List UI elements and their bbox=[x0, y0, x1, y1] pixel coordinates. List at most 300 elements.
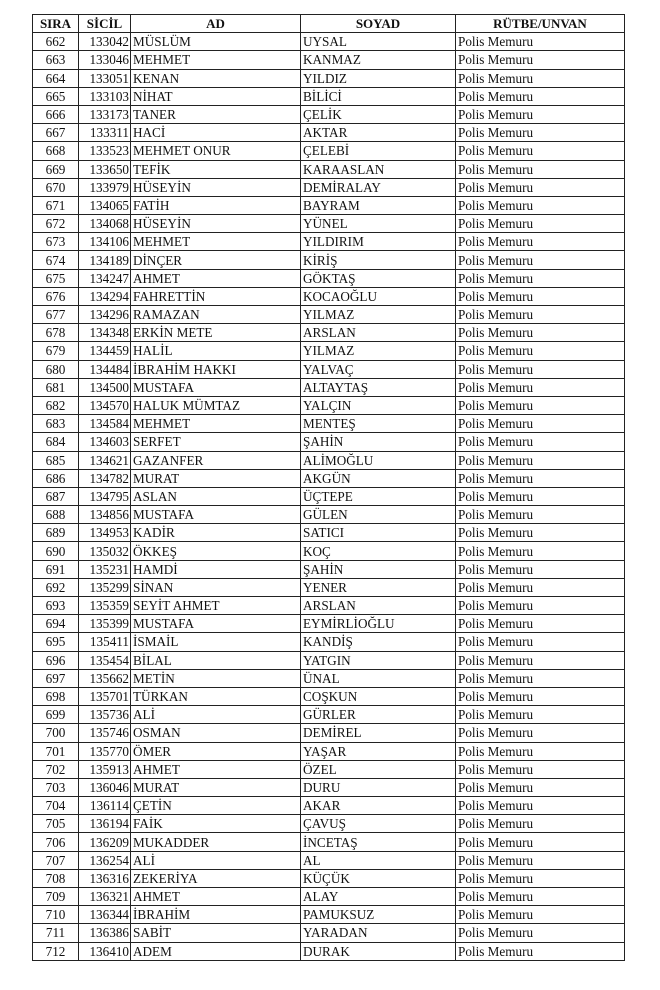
table-row bbox=[33, 615, 625, 633]
cell-rutbe: Polis Memuru bbox=[456, 560, 625, 578]
cell-soyad: KİRİŞ bbox=[301, 251, 456, 269]
cell-soyad: YILMAZ bbox=[301, 342, 456, 360]
cell-rutbe: Polis Memuru bbox=[456, 51, 625, 69]
cell-sicil: 135359 bbox=[79, 597, 131, 615]
cell-soyad: ÇAVUŞ bbox=[301, 815, 456, 833]
cell-ad: HAMDİ bbox=[131, 560, 301, 578]
cell-soyad: KOÇ bbox=[301, 542, 456, 560]
cell-sicil: 134484 bbox=[79, 360, 131, 378]
cell-sira: 666 bbox=[33, 105, 79, 123]
cell-soyad: ARSLAN bbox=[301, 597, 456, 615]
cell-sira: 672 bbox=[33, 215, 79, 233]
cell-ad: SERFET bbox=[131, 433, 301, 451]
cell-soyad: KANMAZ bbox=[301, 51, 456, 69]
cell-sira: 697 bbox=[33, 669, 79, 687]
cell-sira: 705 bbox=[33, 815, 79, 833]
cell-soyad: KOCAOĞLU bbox=[301, 287, 456, 305]
cell-soyad: KANDİŞ bbox=[301, 633, 456, 651]
cell-sicil: 136344 bbox=[79, 906, 131, 924]
cell-soyad: YARADAN bbox=[301, 924, 456, 942]
table-row bbox=[33, 51, 625, 69]
table-row bbox=[33, 724, 625, 742]
cell-sicil: 134106 bbox=[79, 233, 131, 251]
table-row bbox=[33, 451, 625, 469]
cell-soyad: AKTAR bbox=[301, 124, 456, 142]
table-row bbox=[33, 306, 625, 324]
cell-ad: OSMAN bbox=[131, 724, 301, 742]
cell-soyad: ŞAHİN bbox=[301, 433, 456, 451]
cell-ad: HALİL bbox=[131, 342, 301, 360]
cell-sira: 671 bbox=[33, 196, 79, 214]
cell-rutbe: Polis Memuru bbox=[456, 924, 625, 942]
cell-rutbe: Polis Memuru bbox=[456, 578, 625, 596]
cell-sicil: 134189 bbox=[79, 251, 131, 269]
cell-soyad: PAMUKSUZ bbox=[301, 906, 456, 924]
table-row bbox=[33, 124, 625, 142]
table-row bbox=[33, 524, 625, 542]
cell-ad: BİLAL bbox=[131, 651, 301, 669]
cell-ad: ALİ bbox=[131, 851, 301, 869]
cell-sira: 698 bbox=[33, 687, 79, 705]
cell-sicil: 134247 bbox=[79, 269, 131, 287]
cell-sira: 704 bbox=[33, 797, 79, 815]
cell-rutbe: Polis Memuru bbox=[456, 851, 625, 869]
cell-ad: FATİH bbox=[131, 196, 301, 214]
cell-ad: TÜRKAN bbox=[131, 687, 301, 705]
cell-sicil: 133173 bbox=[79, 105, 131, 123]
cell-ad: MEHMET bbox=[131, 415, 301, 433]
cell-sicil: 136254 bbox=[79, 851, 131, 869]
cell-sira: 700 bbox=[33, 724, 79, 742]
cell-sicil: 134068 bbox=[79, 215, 131, 233]
header-sicil: SİCİL bbox=[79, 15, 131, 33]
cell-ad: ÇETİN bbox=[131, 797, 301, 815]
cell-rutbe: Polis Memuru bbox=[456, 615, 625, 633]
header-soyad: SOYAD bbox=[301, 15, 456, 33]
cell-sicil: 135770 bbox=[79, 742, 131, 760]
cell-ad: ZEKERİYA bbox=[131, 869, 301, 887]
cell-soyad: ŞAHİN bbox=[301, 560, 456, 578]
cell-rutbe: Polis Memuru bbox=[456, 287, 625, 305]
table-row bbox=[33, 778, 625, 796]
cell-soyad: ALİMOĞLU bbox=[301, 451, 456, 469]
cell-rutbe: Polis Memuru bbox=[456, 251, 625, 269]
cell-sira: 709 bbox=[33, 888, 79, 906]
cell-rutbe: Polis Memuru bbox=[456, 142, 625, 160]
cell-soyad: BAYRAM bbox=[301, 196, 456, 214]
cell-soyad: YÜNEL bbox=[301, 215, 456, 233]
cell-rutbe: Polis Memuru bbox=[456, 160, 625, 178]
cell-ad: İBRAHİM bbox=[131, 906, 301, 924]
cell-sira: 703 bbox=[33, 778, 79, 796]
cell-ad: METİN bbox=[131, 669, 301, 687]
cell-sicil: 136046 bbox=[79, 778, 131, 796]
cell-soyad: YATGIN bbox=[301, 651, 456, 669]
cell-rutbe: Polis Memuru bbox=[456, 778, 625, 796]
personnel-table bbox=[32, 14, 625, 961]
cell-rutbe: Polis Memuru bbox=[456, 469, 625, 487]
cell-soyad: YENER bbox=[301, 578, 456, 596]
cell-rutbe: Polis Memuru bbox=[456, 69, 625, 87]
table-row bbox=[33, 906, 625, 924]
cell-rutbe: Polis Memuru bbox=[456, 833, 625, 851]
cell-soyad: EYMİRLİOĞLU bbox=[301, 615, 456, 633]
cell-ad: MUSTAFA bbox=[131, 615, 301, 633]
cell-sira: 676 bbox=[33, 287, 79, 305]
cell-rutbe: Polis Memuru bbox=[456, 233, 625, 251]
cell-ad: AHMET bbox=[131, 269, 301, 287]
table-row bbox=[33, 706, 625, 724]
cell-sira: 681 bbox=[33, 378, 79, 396]
cell-soyad: DURAK bbox=[301, 942, 456, 960]
cell-soyad: UYSAL bbox=[301, 33, 456, 51]
table-row bbox=[33, 687, 625, 705]
header-sira: SIRA bbox=[33, 15, 79, 33]
cell-soyad: ALAY bbox=[301, 888, 456, 906]
cell-ad: ÖMER bbox=[131, 742, 301, 760]
table-row bbox=[33, 196, 625, 214]
cell-sira: 677 bbox=[33, 306, 79, 324]
cell-rutbe: Polis Memuru bbox=[456, 506, 625, 524]
cell-sicil: 136209 bbox=[79, 833, 131, 851]
cell-sicil: 135913 bbox=[79, 760, 131, 778]
cell-sicil: 134570 bbox=[79, 396, 131, 414]
cell-ad: TEFİK bbox=[131, 160, 301, 178]
cell-sicil: 134294 bbox=[79, 287, 131, 305]
cell-rutbe: Polis Memuru bbox=[456, 651, 625, 669]
table-row bbox=[33, 742, 625, 760]
table-row bbox=[33, 287, 625, 305]
cell-rutbe: Polis Memuru bbox=[456, 196, 625, 214]
cell-sicil: 134856 bbox=[79, 506, 131, 524]
cell-ad: AHMET bbox=[131, 888, 301, 906]
cell-soyad: AKGÜN bbox=[301, 469, 456, 487]
cell-sira: 707 bbox=[33, 851, 79, 869]
cell-soyad: GÜRLER bbox=[301, 706, 456, 724]
cell-soyad: DEMİREL bbox=[301, 724, 456, 742]
table-body bbox=[33, 33, 625, 961]
cell-ad: MUKADDER bbox=[131, 833, 301, 851]
cell-sira: 685 bbox=[33, 451, 79, 469]
cell-soyad: ÇELEBİ bbox=[301, 142, 456, 160]
table-row bbox=[33, 869, 625, 887]
table-row bbox=[33, 542, 625, 560]
cell-sira: 684 bbox=[33, 433, 79, 451]
cell-soyad: GÜLEN bbox=[301, 506, 456, 524]
cell-soyad: YILMAZ bbox=[301, 306, 456, 324]
cell-sira: 678 bbox=[33, 324, 79, 342]
cell-sira: 662 bbox=[33, 33, 79, 51]
cell-sicil: 135736 bbox=[79, 706, 131, 724]
cell-soyad: BİLİCİ bbox=[301, 87, 456, 105]
cell-ad: İSMAİL bbox=[131, 633, 301, 651]
table-row bbox=[33, 33, 625, 51]
cell-ad: GAZANFER bbox=[131, 451, 301, 469]
cell-sicil: 135701 bbox=[79, 687, 131, 705]
cell-soyad: YILDIZ bbox=[301, 69, 456, 87]
cell-soyad: SATICI bbox=[301, 524, 456, 542]
cell-rutbe: Polis Memuru bbox=[456, 869, 625, 887]
cell-rutbe: Polis Memuru bbox=[456, 815, 625, 833]
table-row bbox=[33, 360, 625, 378]
cell-rutbe: Polis Memuru bbox=[456, 396, 625, 414]
cell-ad: AHMET bbox=[131, 760, 301, 778]
table-row bbox=[33, 251, 625, 269]
table-row bbox=[33, 924, 625, 942]
table-row bbox=[33, 669, 625, 687]
cell-soyad: ÖZEL bbox=[301, 760, 456, 778]
table-row bbox=[33, 487, 625, 505]
cell-rutbe: Polis Memuru bbox=[456, 597, 625, 615]
table-row bbox=[33, 142, 625, 160]
cell-sira: 706 bbox=[33, 833, 79, 851]
cell-soyad: İNCETAŞ bbox=[301, 833, 456, 851]
cell-soyad: KÜÇÜK bbox=[301, 869, 456, 887]
cell-sicil: 134500 bbox=[79, 378, 131, 396]
cell-ad: MURAT bbox=[131, 778, 301, 796]
cell-soyad: ARSLAN bbox=[301, 324, 456, 342]
table-row bbox=[33, 324, 625, 342]
cell-ad: HACİ bbox=[131, 124, 301, 142]
cell-soyad: MENTEŞ bbox=[301, 415, 456, 433]
cell-sicil: 135299 bbox=[79, 578, 131, 596]
cell-soyad: ÇELİK bbox=[301, 105, 456, 123]
cell-ad: TANER bbox=[131, 105, 301, 123]
cell-ad: ÖKKEŞ bbox=[131, 542, 301, 560]
cell-sira: 669 bbox=[33, 160, 79, 178]
cell-sicil: 135032 bbox=[79, 542, 131, 560]
table-row bbox=[33, 415, 625, 433]
cell-ad: ERKİN METE bbox=[131, 324, 301, 342]
cell-sicil: 136410 bbox=[79, 942, 131, 960]
cell-sira: 696 bbox=[33, 651, 79, 669]
cell-sira: 708 bbox=[33, 869, 79, 887]
cell-ad: İBRAHİM HAKKI bbox=[131, 360, 301, 378]
cell-rutbe: Polis Memuru bbox=[456, 215, 625, 233]
table-row bbox=[33, 633, 625, 651]
table-row bbox=[33, 942, 625, 960]
cell-sira: 674 bbox=[33, 251, 79, 269]
table-row bbox=[33, 396, 625, 414]
cell-ad: SABİT bbox=[131, 924, 301, 942]
cell-sicil: 136386 bbox=[79, 924, 131, 942]
cell-ad: HÜSEYİN bbox=[131, 178, 301, 196]
cell-rutbe: Polis Memuru bbox=[456, 524, 625, 542]
cell-sira: 710 bbox=[33, 906, 79, 924]
cell-sicil: 133311 bbox=[79, 124, 131, 142]
cell-rutbe: Polis Memuru bbox=[456, 360, 625, 378]
cell-sicil: 136316 bbox=[79, 869, 131, 887]
table-row bbox=[33, 560, 625, 578]
cell-rutbe: Polis Memuru bbox=[456, 797, 625, 815]
cell-sira: 691 bbox=[33, 560, 79, 578]
table-row bbox=[33, 378, 625, 396]
cell-ad: HÜSEYİN bbox=[131, 215, 301, 233]
cell-ad: MUSTAFA bbox=[131, 378, 301, 396]
table-row bbox=[33, 233, 625, 251]
cell-sira: 694 bbox=[33, 615, 79, 633]
cell-ad: ALİ bbox=[131, 706, 301, 724]
cell-ad: FAHRETTİN bbox=[131, 287, 301, 305]
cell-soyad: ALTAYTAŞ bbox=[301, 378, 456, 396]
cell-ad: ADEM bbox=[131, 942, 301, 960]
cell-ad: NİHAT bbox=[131, 87, 301, 105]
cell-sira: 683 bbox=[33, 415, 79, 433]
table-row bbox=[33, 760, 625, 778]
cell-rutbe: Polis Memuru bbox=[456, 378, 625, 396]
cell-rutbe: Polis Memuru bbox=[456, 415, 625, 433]
cell-sicil: 134459 bbox=[79, 342, 131, 360]
table-row bbox=[33, 342, 625, 360]
cell-sicil: 136321 bbox=[79, 888, 131, 906]
cell-sira: 687 bbox=[33, 487, 79, 505]
cell-rutbe: Polis Memuru bbox=[456, 906, 625, 924]
table-row bbox=[33, 469, 625, 487]
table-row bbox=[33, 105, 625, 123]
cell-sira: 675 bbox=[33, 269, 79, 287]
cell-sicil: 135454 bbox=[79, 651, 131, 669]
cell-sira: 673 bbox=[33, 233, 79, 251]
table-row bbox=[33, 797, 625, 815]
cell-sira: 712 bbox=[33, 942, 79, 960]
table-row bbox=[33, 160, 625, 178]
header-ad: AD bbox=[131, 15, 301, 33]
cell-soyad: AL bbox=[301, 851, 456, 869]
cell-sicil: 134603 bbox=[79, 433, 131, 451]
cell-ad: DİNÇER bbox=[131, 251, 301, 269]
cell-sicil: 136194 bbox=[79, 815, 131, 833]
cell-sira: 699 bbox=[33, 706, 79, 724]
table-row bbox=[33, 578, 625, 596]
cell-rutbe: Polis Memuru bbox=[456, 742, 625, 760]
cell-ad: MEHMET bbox=[131, 51, 301, 69]
cell-rutbe: Polis Memuru bbox=[456, 306, 625, 324]
cell-soyad: DEMİRALAY bbox=[301, 178, 456, 196]
cell-sicil: 134296 bbox=[79, 306, 131, 324]
table-row bbox=[33, 269, 625, 287]
cell-sicil: 134065 bbox=[79, 196, 131, 214]
cell-rutbe: Polis Memuru bbox=[456, 706, 625, 724]
cell-sicil: 134953 bbox=[79, 524, 131, 542]
cell-sicil: 135231 bbox=[79, 560, 131, 578]
cell-sira: 711 bbox=[33, 924, 79, 942]
cell-soyad: YALVAÇ bbox=[301, 360, 456, 378]
cell-sira: 680 bbox=[33, 360, 79, 378]
cell-sira: 664 bbox=[33, 69, 79, 87]
cell-sicil: 134782 bbox=[79, 469, 131, 487]
cell-rutbe: Polis Memuru bbox=[456, 342, 625, 360]
cell-sicil: 135411 bbox=[79, 633, 131, 651]
table-row bbox=[33, 597, 625, 615]
cell-ad: KADİR bbox=[131, 524, 301, 542]
cell-sicil: 135399 bbox=[79, 615, 131, 633]
cell-sira: 668 bbox=[33, 142, 79, 160]
cell-sicil: 135746 bbox=[79, 724, 131, 742]
cell-sira: 665 bbox=[33, 87, 79, 105]
cell-sira: 667 bbox=[33, 124, 79, 142]
cell-soyad: YILDIRIM bbox=[301, 233, 456, 251]
cell-rutbe: Polis Memuru bbox=[456, 487, 625, 505]
table-row bbox=[33, 851, 625, 869]
table-row bbox=[33, 506, 625, 524]
cell-rutbe: Polis Memuru bbox=[456, 687, 625, 705]
cell-ad: MEHMET bbox=[131, 233, 301, 251]
cell-soyad: ÜNAL bbox=[301, 669, 456, 687]
table-row bbox=[33, 69, 625, 87]
cell-sira: 701 bbox=[33, 742, 79, 760]
table-row bbox=[33, 833, 625, 851]
cell-sira: 695 bbox=[33, 633, 79, 651]
cell-ad: FAİK bbox=[131, 815, 301, 833]
header-rutbe: RÜTBE/UNVAN bbox=[456, 15, 625, 33]
cell-soyad: ÜÇTEPE bbox=[301, 487, 456, 505]
cell-rutbe: Polis Memuru bbox=[456, 542, 625, 560]
table-row bbox=[33, 215, 625, 233]
cell-sira: 688 bbox=[33, 506, 79, 524]
cell-sicil: 134621 bbox=[79, 451, 131, 469]
cell-sicil: 133046 bbox=[79, 51, 131, 69]
cell-ad: MEHMET ONUR bbox=[131, 142, 301, 160]
table-row bbox=[33, 815, 625, 833]
cell-sicil: 133523 bbox=[79, 142, 131, 160]
cell-rutbe: Polis Memuru bbox=[456, 324, 625, 342]
cell-sira: 679 bbox=[33, 342, 79, 360]
table-row bbox=[33, 87, 625, 105]
cell-rutbe: Polis Memuru bbox=[456, 124, 625, 142]
table-row bbox=[33, 178, 625, 196]
cell-soyad: YAŞAR bbox=[301, 742, 456, 760]
cell-ad: HALUK MÜMTAZ bbox=[131, 396, 301, 414]
cell-sira: 702 bbox=[33, 760, 79, 778]
cell-sicil: 133051 bbox=[79, 69, 131, 87]
cell-sira: 690 bbox=[33, 542, 79, 560]
cell-ad: KENAN bbox=[131, 69, 301, 87]
cell-sicil: 133979 bbox=[79, 178, 131, 196]
cell-rutbe: Polis Memuru bbox=[456, 888, 625, 906]
cell-ad: MÜSLÜM bbox=[131, 33, 301, 51]
cell-ad: MUSTAFA bbox=[131, 506, 301, 524]
cell-rutbe: Polis Memuru bbox=[456, 760, 625, 778]
table-header-row bbox=[33, 15, 625, 33]
table-row bbox=[33, 888, 625, 906]
cell-sicil: 133650 bbox=[79, 160, 131, 178]
cell-rutbe: Polis Memuru bbox=[456, 942, 625, 960]
cell-sira: 663 bbox=[33, 51, 79, 69]
cell-rutbe: Polis Memuru bbox=[456, 633, 625, 651]
cell-soyad: GÖKTAŞ bbox=[301, 269, 456, 287]
cell-rutbe: Polis Memuru bbox=[456, 433, 625, 451]
cell-rutbe: Polis Memuru bbox=[456, 33, 625, 51]
cell-sicil: 136114 bbox=[79, 797, 131, 815]
cell-sicil: 134795 bbox=[79, 487, 131, 505]
cell-soyad: AKAR bbox=[301, 797, 456, 815]
cell-rutbe: Polis Memuru bbox=[456, 178, 625, 196]
cell-rutbe: Polis Memuru bbox=[456, 87, 625, 105]
cell-sicil: 134348 bbox=[79, 324, 131, 342]
cell-soyad: COŞKUN bbox=[301, 687, 456, 705]
cell-ad: SEYİT AHMET bbox=[131, 597, 301, 615]
cell-rutbe: Polis Memuru bbox=[456, 724, 625, 742]
cell-sira: 686 bbox=[33, 469, 79, 487]
cell-soyad: KARAASLAN bbox=[301, 160, 456, 178]
cell-ad: ASLAN bbox=[131, 487, 301, 505]
cell-sicil: 135662 bbox=[79, 669, 131, 687]
cell-soyad: DURU bbox=[301, 778, 456, 796]
cell-ad: RAMAZAN bbox=[131, 306, 301, 324]
cell-ad: SİNAN bbox=[131, 578, 301, 596]
cell-sicil: 133042 bbox=[79, 33, 131, 51]
cell-sira: 692 bbox=[33, 578, 79, 596]
